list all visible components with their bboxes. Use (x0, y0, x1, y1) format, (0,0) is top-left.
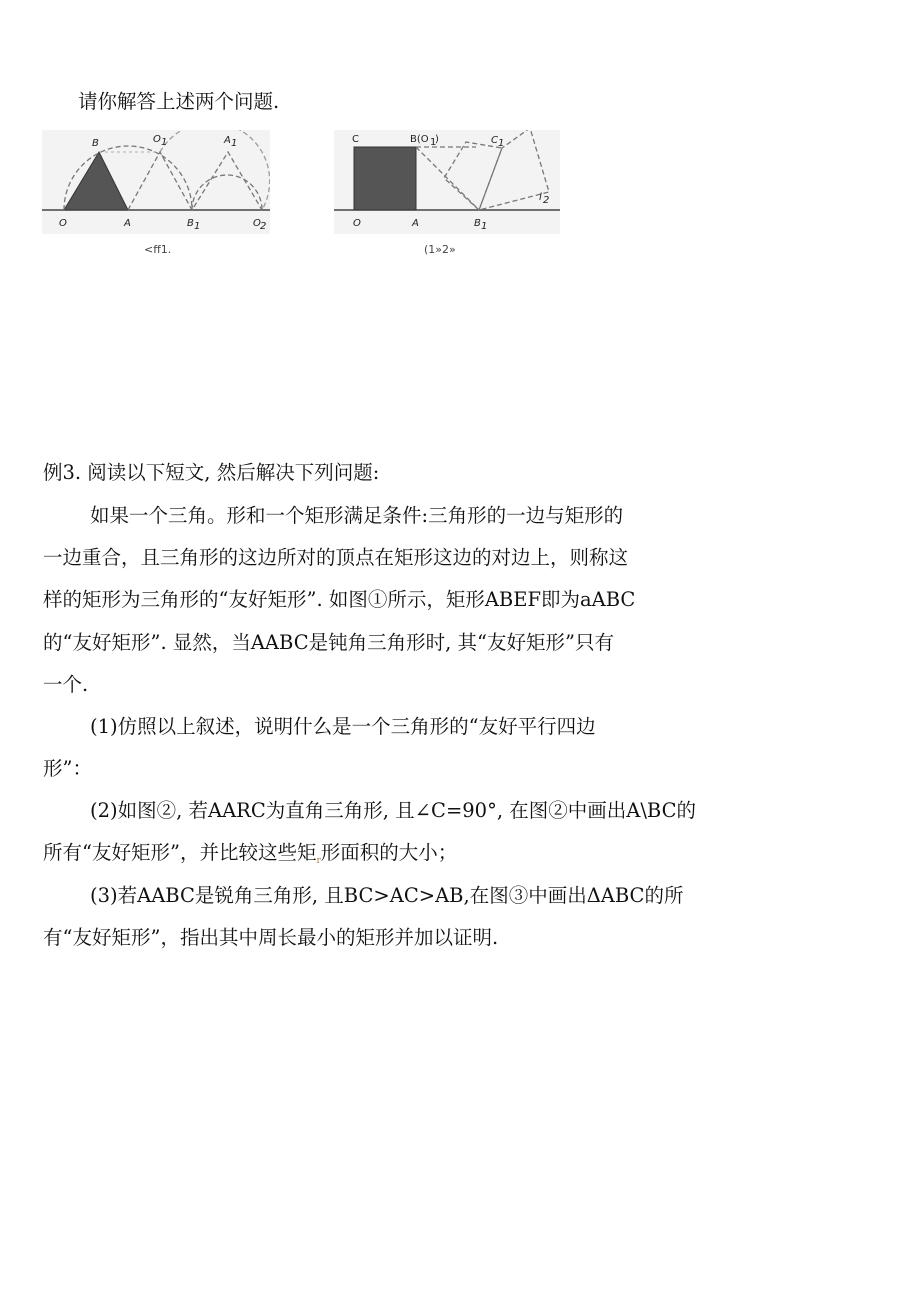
label-O2-sub: 2 (260, 221, 267, 232)
question-3-line-2: 有“友好矩形”，指出其中周长最小的矩形并加以证明. (43, 926, 499, 949)
question-1-line-2: 形”： (43, 757, 92, 780)
question-1-line-1: (1)仿照以上叙述，说明什么是一个三角形的“友好平行四边 (90, 715, 596, 738)
example-heading: 例3. 阅读以下短文, 然后解决下列问题: (43, 461, 380, 484)
para-line-5: 一个. (43, 673, 89, 696)
label-O1-sub: 1 (161, 137, 168, 148)
question-2-line-1: (2)如图②, 若AARC为直角三角形, 且∠C=90°, 在图②中画出A\BC的 (90, 799, 697, 822)
label-A: A (124, 218, 131, 229)
label-C1: C (491, 135, 498, 146)
label-BO1-sub: 1 (430, 137, 437, 148)
question-2-line-2-head: 所有“友好矩形”，并比较这些矩 (43, 841, 317, 864)
label-BO1: B(O (410, 134, 429, 145)
question-3-line-1: (3)若AABC是锐角三角形, 且BC>AC>AB,在图③中画出ΔABC的所 (90, 884, 684, 907)
label-O: O (353, 218, 361, 229)
label-B1: B (187, 218, 194, 229)
para-line-1: 如果一个三角。形和一个矩形满足条件:三角形的一边与矩形的 (90, 504, 624, 527)
figure-2 (334, 130, 560, 234)
para-line-4: 的“友好矩形”. 显然，当AABC是钝角三角形时, 其“友好矩形”只有 (43, 631, 614, 654)
label-C: C (352, 134, 359, 145)
label-B: B (92, 138, 99, 149)
label-B1-sub: 1 (194, 221, 201, 232)
stray-mark: r (316, 856, 321, 866)
label-O: O (59, 218, 67, 229)
label-A1: A (224, 135, 231, 146)
shaded-square (354, 147, 416, 210)
para-line-2: 一边重合，且三角形的这边所对的顶点在矩形这边的对边上，则称这 (43, 546, 629, 569)
label-O2: O (253, 218, 261, 229)
label-C1-sub: 1 (498, 138, 505, 149)
label-l2-sub: 2 (543, 195, 550, 206)
para-line-3: 样的矩形为三角形的“友好矩形”. 如图①所示，矩形ABEF即为aABC (43, 588, 636, 611)
question-2-line-2 (43, 841, 457, 869)
label-B1-sub: 1 (481, 221, 488, 232)
label-A: A (412, 218, 419, 229)
label-l2: l (539, 192, 542, 203)
label-O1: O (153, 134, 161, 145)
figure-1-caption: <ff1. (144, 243, 172, 256)
label-BO1-close: ) (435, 134, 439, 145)
label-A1-sub: 1 (231, 138, 238, 149)
figure-2-caption: (1»2» (424, 243, 456, 256)
question-2-line-2-tail: 形面积的大小； (320, 841, 458, 864)
intro-line: 请你解答上述两个问题. (78, 90, 280, 113)
figure-1 (42, 130, 270, 234)
label-B1: B (474, 218, 481, 229)
